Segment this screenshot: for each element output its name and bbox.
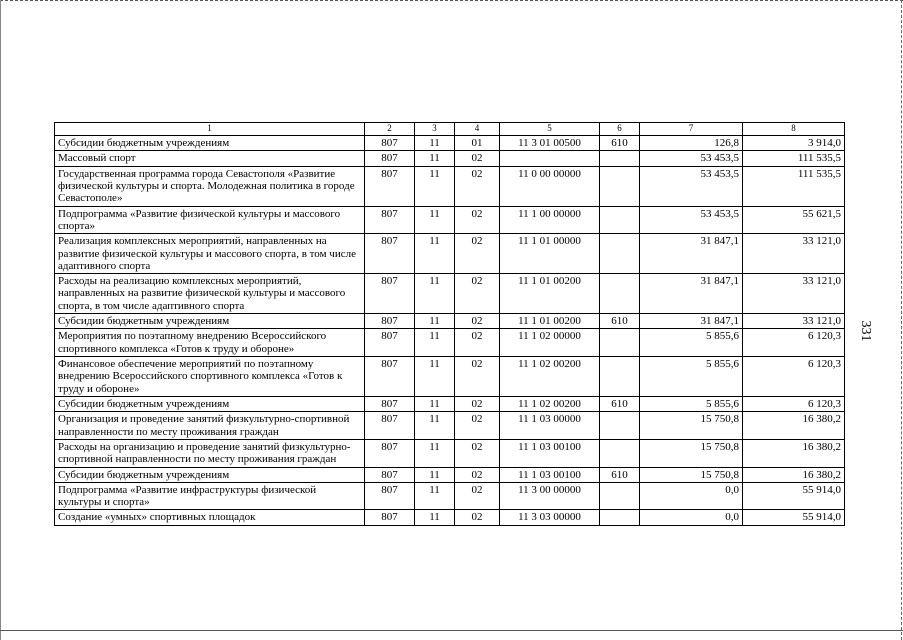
column-header: 8 (743, 123, 845, 136)
table-body (55, 136, 845, 526)
row-name-cell: Финансовое обеспечение мероприятий по поэтапному внедрению Всероссийского спортивного комплекса «Готов к труду и обороне» (55, 357, 365, 397)
row-name-cell: Подпрограмма «Развитие инфраструктуры физической культуры и спорта» (55, 482, 365, 510)
target-article-cell: 11 1 00 00000 (500, 206, 600, 234)
amount-2020-cell: 31 847,1 (640, 274, 743, 314)
glava-cell: 807 (365, 412, 415, 440)
target-article-cell: 11 1 02 00000 (500, 329, 600, 357)
subsection-cell: 02 (455, 274, 500, 314)
table-header-row (55, 123, 845, 136)
amount-2020-cell: 15 750,8 (640, 412, 743, 440)
glava-cell: 807 (365, 396, 415, 411)
column-header: 1 (55, 123, 365, 136)
row-name-cell: Массовый спорт (55, 151, 365, 166)
glava-cell: 807 (365, 510, 415, 525)
scan-border-right (901, 0, 902, 640)
expense-type-cell (600, 412, 640, 440)
amount-2021-cell: 111 535,5 (743, 166, 845, 206)
subsection-cell: 02 (455, 329, 500, 357)
expense-type-cell (600, 234, 640, 274)
column-header: 4 (455, 123, 500, 136)
table-row (55, 136, 845, 151)
subsection-cell: 02 (455, 510, 500, 525)
column-header: 6 (600, 123, 640, 136)
amount-2021-cell: 6 120,3 (743, 396, 845, 411)
target-article-cell: 11 1 01 00000 (500, 234, 600, 274)
subsection-cell: 02 (455, 439, 500, 467)
row-name-cell: Субсидии бюджетным учреждениям (55, 396, 365, 411)
glava-cell: 807 (365, 439, 415, 467)
section-cell: 11 (415, 329, 455, 357)
amount-2020-cell: 5 855,6 (640, 396, 743, 411)
amount-2020-cell: 0,0 (640, 510, 743, 525)
expense-type-cell: 610 (600, 136, 640, 151)
amount-2020-cell: 15 750,8 (640, 439, 743, 467)
row-name-cell: Реализация комплексных мероприятий, направленных на развитие физической культуры и массового спорта, в том числе адаптивного спорта (55, 234, 365, 274)
expense-type-cell (600, 439, 640, 467)
glava-cell: 807 (365, 329, 415, 357)
glava-cell: 807 (365, 234, 415, 274)
scan-border-top (0, 0, 903, 1)
target-article-cell: 11 1 02 00200 (500, 396, 600, 411)
row-name-cell: Расходы на организацию и проведение занятий физкультурно-спортивной направленности по месту проживания граждан (55, 439, 365, 467)
table-row (55, 234, 845, 274)
amount-2021-cell: 16 380,2 (743, 439, 845, 467)
amount-2021-cell: 6 120,3 (743, 329, 845, 357)
amount-2020-cell: 31 847,1 (640, 314, 743, 329)
subsection-cell: 02 (455, 467, 500, 482)
budget-table (54, 122, 845, 526)
table-row (55, 439, 845, 467)
amount-2021-cell: 33 121,0 (743, 234, 845, 274)
amount-2020-cell: 15 750,8 (640, 467, 743, 482)
subsection-cell: 02 (455, 206, 500, 234)
subsection-cell: 02 (455, 151, 500, 166)
section-cell: 11 (415, 234, 455, 274)
expense-type-cell (600, 357, 640, 397)
amount-2021-cell: 55 914,0 (743, 482, 845, 510)
amount-2020-cell: 53 453,5 (640, 151, 743, 166)
glava-cell: 807 (365, 467, 415, 482)
glava-cell: 807 (365, 314, 415, 329)
table-row (55, 396, 845, 411)
amount-2021-cell: 3 914,0 (743, 136, 845, 151)
subsection-cell: 01 (455, 136, 500, 151)
target-article-cell: 11 3 03 00000 (500, 510, 600, 525)
row-name-cell: Подпрограмма «Развитие физической культуры и массового спорта» (55, 206, 365, 234)
column-header: 2 (365, 123, 415, 136)
expense-type-cell (600, 329, 640, 357)
subsection-cell: 02 (455, 234, 500, 274)
row-name-cell: Субсидии бюджетным учреждениям (55, 136, 365, 151)
expense-type-cell (600, 510, 640, 525)
glava-cell: 807 (365, 151, 415, 166)
section-cell: 11 (415, 510, 455, 525)
amount-2021-cell: 33 121,0 (743, 274, 845, 314)
target-article-cell: 11 3 01 00500 (500, 136, 600, 151)
section-cell: 11 (415, 274, 455, 314)
section-cell: 11 (415, 412, 455, 440)
row-name-cell: Субсидии бюджетным учреждениям (55, 314, 365, 329)
table-row (55, 482, 845, 510)
expense-type-cell (600, 151, 640, 166)
glava-cell: 807 (365, 274, 415, 314)
target-article-cell (500, 151, 600, 166)
section-cell: 11 (415, 467, 455, 482)
target-article-cell: 11 1 03 00100 (500, 467, 600, 482)
amount-2021-cell: 111 535,5 (743, 151, 845, 166)
page-number: 331 (858, 320, 873, 342)
table-row (55, 151, 845, 166)
section-cell: 11 (415, 357, 455, 397)
section-cell: 11 (415, 439, 455, 467)
section-cell: 11 (415, 206, 455, 234)
expense-type-cell (600, 274, 640, 314)
target-article-cell: 11 1 02 00200 (500, 357, 600, 397)
amount-2021-cell: 33 121,0 (743, 314, 845, 329)
scan-border-left (0, 0, 1, 640)
subsection-cell: 02 (455, 396, 500, 411)
amount-2021-cell: 55 914,0 (743, 510, 845, 525)
amount-2020-cell: 53 453,5 (640, 166, 743, 206)
glava-cell: 807 (365, 482, 415, 510)
subsection-cell: 02 (455, 314, 500, 329)
section-cell: 11 (415, 482, 455, 510)
column-header: 5 (500, 123, 600, 136)
scan-border-bottom (0, 630, 903, 631)
subsection-cell: 02 (455, 166, 500, 206)
column-header: 7 (640, 123, 743, 136)
amount-2020-cell: 31 847,1 (640, 234, 743, 274)
section-cell: 11 (415, 166, 455, 206)
amount-2020-cell: 5 855,6 (640, 357, 743, 397)
amount-2020-cell: 53 453,5 (640, 206, 743, 234)
section-cell: 11 (415, 396, 455, 411)
amount-2021-cell: 55 621,5 (743, 206, 845, 234)
row-name-cell: Организация и проведение занятий физкультурно-спортивной направленности по месту проживания граждан (55, 412, 365, 440)
row-name-cell: Государственная программа города Севастополя «Развитие физической культуры и спорта. Молодежная политика в городе Севастополе» (55, 166, 365, 206)
subsection-cell: 02 (455, 412, 500, 440)
row-name-cell: Субсидии бюджетным учреждениям (55, 467, 365, 482)
expense-type-cell: 610 (600, 314, 640, 329)
target-article-cell: 11 3 00 00000 (500, 482, 600, 510)
amount-2020-cell: 0,0 (640, 482, 743, 510)
amount-2020-cell: 126,8 (640, 136, 743, 151)
row-name-cell: Мероприятия по поэтапному внедрению Всероссийского спортивного комплекса «Готов к труду и обороне» (55, 329, 365, 357)
expense-type-cell (600, 482, 640, 510)
expense-type-cell (600, 166, 640, 206)
section-cell: 11 (415, 136, 455, 151)
expense-type-cell: 610 (600, 396, 640, 411)
column-header: 3 (415, 123, 455, 136)
table-row (55, 166, 845, 206)
row-name-cell: Расходы на реализацию комплексных мероприятий, направленных на развитие физической культуры и массового спорта, в том числе адаптивного спорта (55, 274, 365, 314)
table-row (55, 357, 845, 397)
amount-2020-cell: 5 855,6 (640, 329, 743, 357)
table-row (55, 412, 845, 440)
target-article-cell: 11 1 03 00000 (500, 412, 600, 440)
table-row (55, 329, 845, 357)
target-article-cell: 11 0 00 00000 (500, 166, 600, 206)
table-row (55, 274, 845, 314)
subsection-cell: 02 (455, 357, 500, 397)
expense-type-cell (600, 206, 640, 234)
section-cell: 11 (415, 151, 455, 166)
amount-2021-cell: 16 380,2 (743, 467, 845, 482)
target-article-cell: 11 1 01 00200 (500, 314, 600, 329)
table-row (55, 314, 845, 329)
target-article-cell: 11 1 03 00100 (500, 439, 600, 467)
glava-cell: 807 (365, 206, 415, 234)
glava-cell: 807 (365, 357, 415, 397)
table-row (55, 206, 845, 234)
amount-2021-cell: 6 120,3 (743, 357, 845, 397)
target-article-cell: 11 1 01 00200 (500, 274, 600, 314)
section-cell: 11 (415, 314, 455, 329)
amount-2021-cell: 16 380,2 (743, 412, 845, 440)
glava-cell: 807 (365, 136, 415, 151)
expense-type-cell: 610 (600, 467, 640, 482)
row-name-cell: Создание «умных» спортивных площадок (55, 510, 365, 525)
subsection-cell: 02 (455, 482, 500, 510)
table-row (55, 467, 845, 482)
glava-cell: 807 (365, 166, 415, 206)
table-row (55, 510, 845, 525)
